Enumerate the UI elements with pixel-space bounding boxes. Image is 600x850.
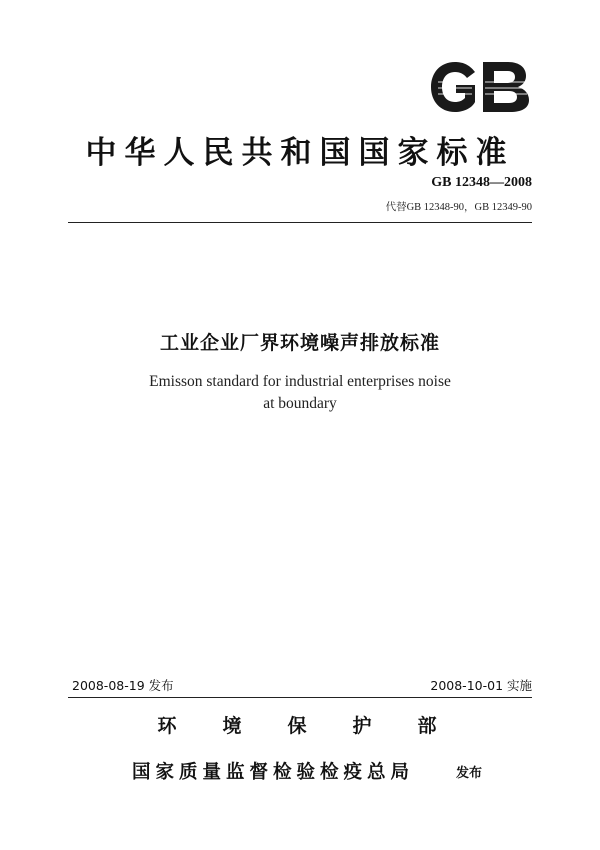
english-title-line-1: Emisson standard for industrial enterprises noise — [149, 373, 451, 390]
implementation-date: 2008-10-01 实施 — [430, 678, 532, 693]
publish-label: 发布 — [456, 766, 483, 781]
issuing-ministry: 环境保护部 — [157, 715, 483, 737]
english-standard-title — [0, 371, 600, 415]
chinese-standard-title: 工业企业厂界环境噪声排放标准 — [159, 332, 440, 354]
national-standard-title: 中华人民共和国国家标准 — [85, 135, 515, 171]
issue-date: 2008-08-19 发布 — [72, 678, 174, 693]
top-divider — [68, 222, 532, 223]
replaces-note: 代替GB 12348-90，GB 12349-90 — [385, 202, 532, 213]
bottom-divider — [68, 697, 532, 698]
english-title-line-2: at boundary — [263, 395, 337, 412]
gb-logo-icon — [428, 58, 532, 116]
standard-number: GB 12348—2008 — [431, 175, 532, 190]
issuing-administration: 国家质量监督检验检疫总局 — [132, 762, 415, 783]
